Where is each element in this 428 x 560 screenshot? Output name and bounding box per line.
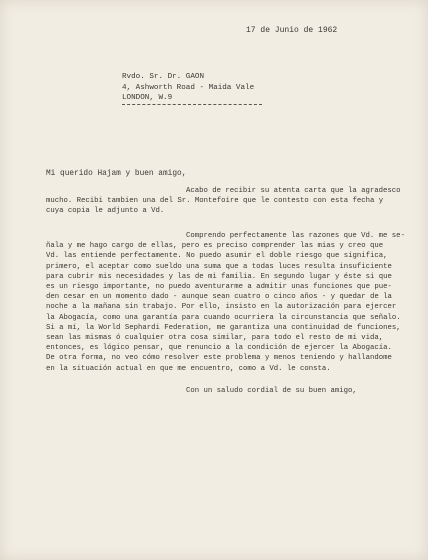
text-line: den cesar en un momento dado - aunque sean cuatro o cinco años - y quedar de la: [46, 293, 392, 302]
text-line: Vd. las entiende perfectamente. No puedo asumir el doble riesgo que significa,: [46, 252, 388, 261]
address-line: 4, Ashworth Road - Maida Vale: [122, 83, 255, 92]
closing-line: Con un saludo cordial de su buen amigo,: [186, 387, 357, 395]
text-line: para cubrir mis necesidades y las de mi familia. En segundo lugar y éste si que: [46, 272, 392, 281]
text-line: la Abogacía, como una garantía para cuando ocurriera la circunstancia que señalo.: [46, 313, 401, 322]
text-line: De otra forma, no veo cómo resolver este problema y menos teniendo y hallandome: [46, 354, 392, 363]
address-line: LONDON, W.9: [122, 94, 173, 103]
address-line: Rvdo. Sr. Dr. GAON: [122, 73, 205, 81]
text-line: mucho. Recibi tambien una del Sr. Montefoire que le contesto con esta fecha y: [46, 197, 384, 206]
recipient-address: [122, 72, 254, 104]
text-line: en la situación actual en que me encuentro, como a Vd. le consta.: [46, 364, 331, 373]
text-line: ñala y me hago cargo de ellas, pero es preciso comprender las mias y creo que: [46, 242, 384, 251]
salutation: Mi querido Hajam y buen amigo,: [46, 170, 187, 178]
text-line: noche a la mañana sin trabajo. Por ello, insisto en la autorización para ejercer: [46, 303, 397, 312]
text-line: Si a mí, la World Sephardi Federation, me garantiza una continuidad de funciones,: [46, 323, 401, 332]
text-line: entonces, es lógico pensar, que renuncio a la condición de ejercer la Abogacía.: [46, 344, 392, 353]
paragraph-1: [46, 186, 416, 217]
letter-date: 17 de Junio de 1962: [246, 26, 338, 35]
paragraph-2: [46, 231, 416, 374]
address-underline: [122, 104, 262, 105]
text-line: es un riesgo importante, no puedo aventurarme a admitir unas funciones que pue-: [46, 283, 392, 292]
text-line: cuya copia le adjunto a Vd.: [46, 207, 165, 216]
text-line: Acabo de recibir su atenta carta que la agradesco: [186, 187, 401, 195]
text-line: sean las mismas ó cualquier otra cosa similar, para todo el resto de mi vida,: [46, 334, 384, 343]
text-line: primero, el aceptar como sueldo una suma que a todas luces resulta insuficiente: [46, 262, 392, 271]
text-line: Comprendo perfectamente las razones que Vd. me se-: [186, 232, 405, 240]
